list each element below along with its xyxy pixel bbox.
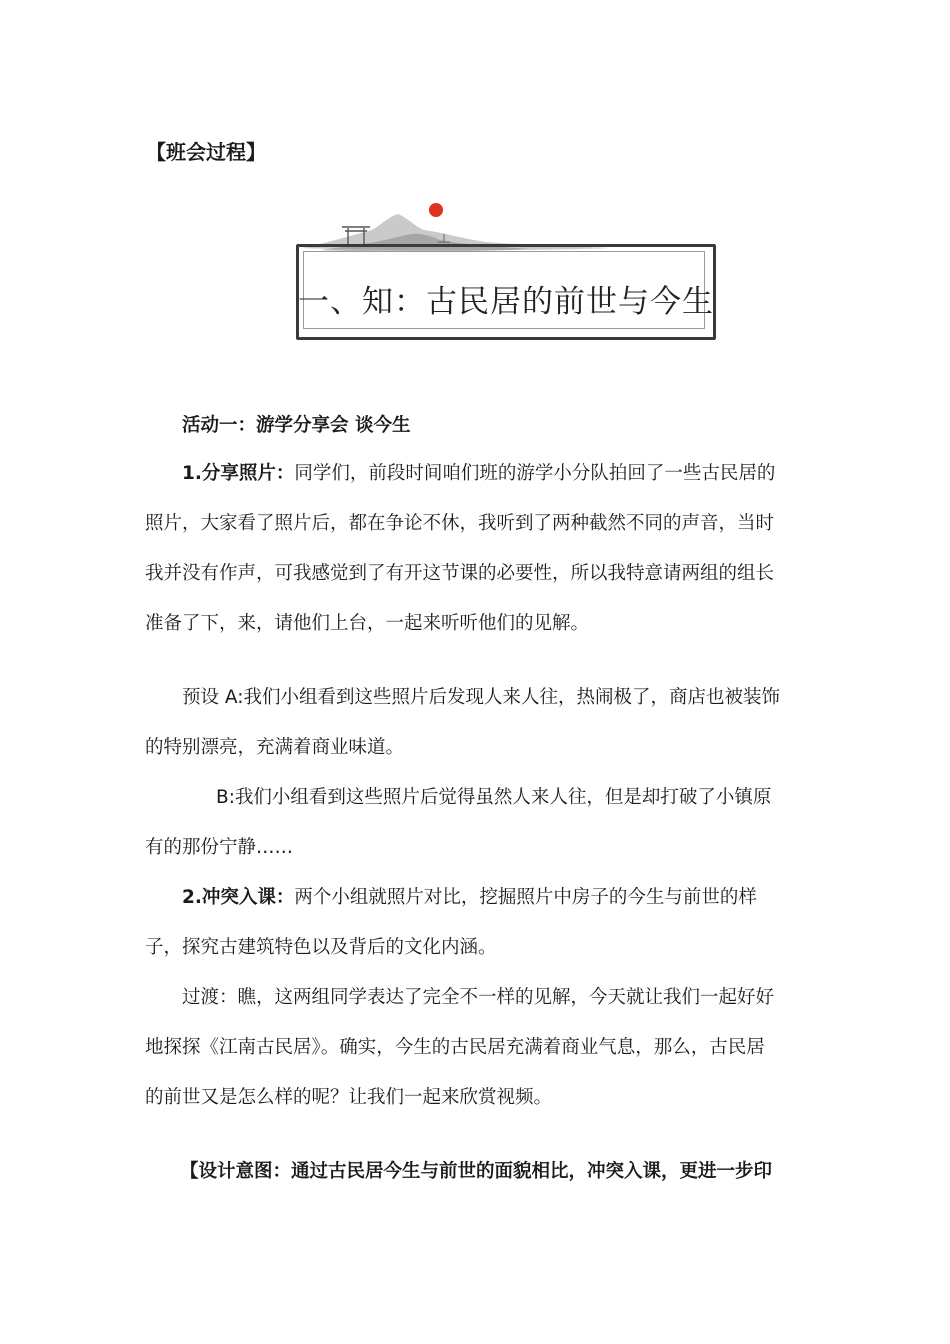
item1-text: 同学们，前段时间咱们班的游学小分队拍回了一些古民居的: [294, 463, 776, 484]
preset-b-line-2: 有的那份宁静……: [145, 837, 294, 858]
transition-line-2: 地探探《江南古民居》。确实，今生的古民居充满着商业气息，那么，古民居: [145, 1037, 765, 1058]
item1-label: 1.分享照片：: [182, 463, 295, 484]
item2-label: 2.冲突入课：: [182, 887, 295, 908]
preset-a-line-1: 预设 A:我们小组看到这些照片后发现人来人往，热闹极了，商店也被装饰: [182, 687, 780, 708]
red-sun: [429, 203, 443, 217]
item1-line-4: 准备了下，来，请他们上台，一起来听听他们的见解。: [145, 613, 590, 634]
transition-line-3: 的前世又是怎么样的呢？让我们一起来欣赏视频。: [145, 1087, 553, 1108]
preset-b-line-1: B:我们小组看到这些照片后觉得虽然人来人往，但是却打破了小镇原: [216, 787, 772, 808]
preset-a-line-2: 的特别漂亮，充满着商业味道。: [145, 737, 405, 758]
item1-line-3: 我并没有作声，可我感觉到了有开这节课的必要性，所以我特意请两组的组长: [145, 563, 775, 584]
banner-title: 一、知：古民居的前世与今生: [298, 284, 714, 320]
item2-line-1: [182, 886, 757, 910]
activity-title: 活动一：游学分享会 谈今生: [182, 415, 411, 436]
item2-text: 两个小组就照片对比，挖掘照片中房子的今生与前世的样: [294, 887, 757, 908]
transition-line-1: 过渡：瞧，这两组同学表达了完全不一样的见解，今天就让我们一起好好: [182, 987, 775, 1008]
item1-line-2: 照片，大家看了照片后，都在争论不休，我听到了两种截然不同的声音，当时: [145, 513, 775, 534]
section-heading: 【班会过程】: [146, 140, 266, 164]
item2-line-2: 子，探究古建筑特色以及背后的文化内涵。: [145, 937, 497, 958]
design-intent: 【设计意图：通过古民居今生与前世的面貌相比，冲突入课，更进一步印: [180, 1161, 773, 1182]
item1-line-1: [182, 462, 775, 486]
section-banner: [290, 196, 722, 344]
